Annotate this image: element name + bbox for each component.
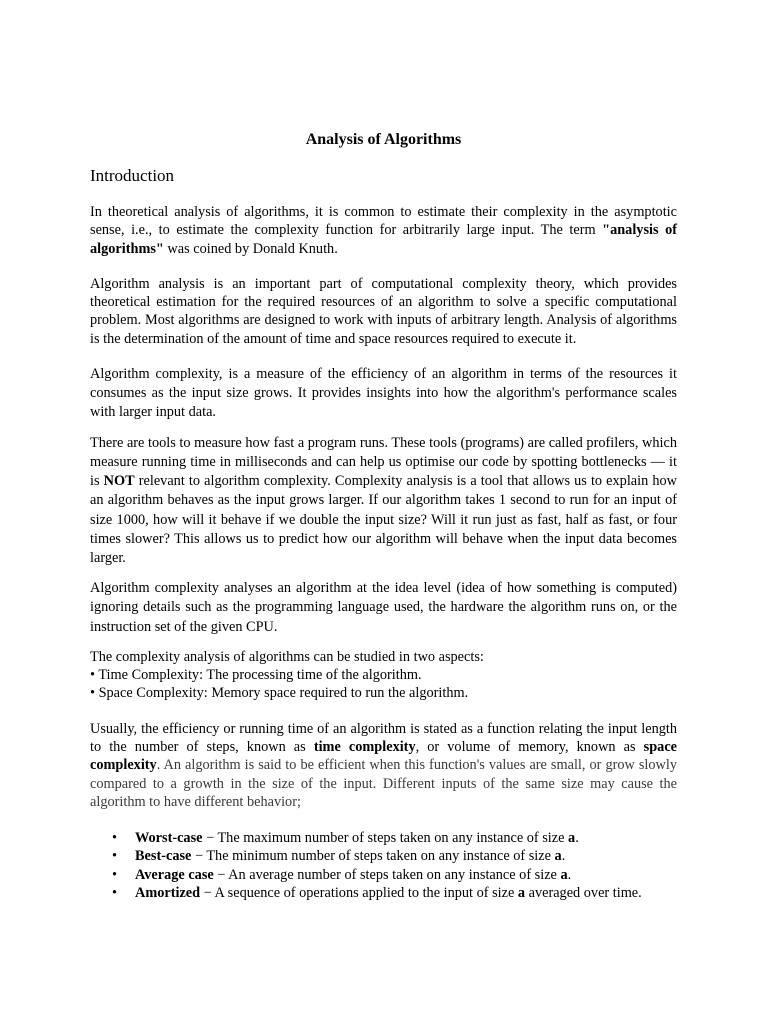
aspect-space: • Space Complexity: Memory space required to run the algorithm.	[90, 685, 469, 702]
case-term: Amortized	[135, 884, 201, 901]
paragraph-text: relevant to algorithm complexity. Complexity analysis is a tool that allows us to explain how an algorithm behaves as the input grows larger. If our algorithm takes 1 second to run for an input of size 1000, how will it behave if we double the input size? Will it run just as fast, half as fast, or four times slower? This allows us to predict how our algorithm will behave when the input data becomes larger.	[90, 473, 677, 566]
paragraph-complexity: Algorithm complexity, is a measure of the efficiency of an algorithm in terms of the resources it consumes as the input size grows. It provides insights into how the algorithm's performance scales with larger input data.	[90, 366, 677, 421]
list-item	[112, 829, 677, 847]
paragraph-profilers	[90, 434, 677, 568]
bullet-glyph: •	[112, 848, 118, 865]
paragraph-text: was coined by Donald Knuth.	[163, 240, 338, 257]
case-text: An average number of steps taken on any instance of size	[228, 866, 561, 883]
emphasis-term: time complexity	[313, 738, 416, 755]
case-tail: averaged over time.	[525, 884, 642, 901]
paragraph-text: In theoretical analysis of algorithms, it is common to estimate their complexity in the asymptotic sense, i.e., to estimate the complexity function for arbitrarily large input. The term	[90, 204, 677, 239]
paragraph-efficiency	[90, 720, 677, 811]
case-tail: .	[575, 830, 579, 847]
emphasis-term: NOT	[103, 473, 135, 490]
case-separator: −	[191, 848, 207, 865]
paragraph-aspects	[90, 648, 677, 703]
list-item	[112, 866, 677, 884]
paragraph-text: , or volume of memory, known as	[415, 738, 644, 755]
case-variable: a	[517, 884, 526, 901]
case-text: The minimum number of steps taken on any instance of size	[206, 848, 555, 865]
case-term: Worst-case	[135, 830, 203, 847]
list-item	[112, 847, 677, 865]
paragraph-analysis: Algorithm analysis is an important part of computational complexity theory, which provides theoretical estimation for the required resources of an algorithm to solve a specific computational problem. Most algorithms are designed to work with inputs of arbitrary length. Analysis of algorithms is the determination of the amount of time and space resources required to execute it.	[90, 275, 677, 347]
emphasis-term: "analysis of algorithms"	[90, 222, 678, 257]
paragraph-intro	[90, 203, 677, 258]
emphasis-term: space complexity	[90, 738, 678, 774]
case-text: A sequence of operations applied to the input of size	[214, 884, 518, 901]
case-term: Best-case	[135, 848, 192, 865]
case-text: The maximum number of steps taken on any instance of size	[217, 830, 569, 847]
case-variable: a	[568, 830, 576, 847]
aspects-intro: The complexity analysis of algorithms can be studied in two aspects:	[90, 648, 484, 665]
paragraph-text: There are tools to measure how fast a program runs. These tools (programs) are called profilers, which measure running time in milliseconds and can help us optimise our code by spotting bottlenecks — it is	[90, 434, 677, 490]
cases-list	[90, 829, 677, 902]
paragraph-text: Usually, the efficiency or running time of an algorithm is stated as a function relating the input length to the number of steps, known as	[90, 720, 677, 755]
document-page	[90, 128, 677, 902]
case-separator: −	[202, 830, 218, 847]
bullet-glyph: •	[112, 830, 118, 847]
page-title: Analysis of Algorithms	[305, 131, 462, 148]
paragraph-text: . An algorithm is said to be efficient when this function's values are small, or grow slowly compared to a growth in the size of the input. Different inputs of the same size may cause the algorithm to have different behavior;	[90, 757, 677, 810]
bullet-glyph: •	[112, 884, 118, 901]
case-separator: −	[213, 866, 229, 883]
section-heading: Introduction	[90, 166, 175, 185]
list-item	[112, 884, 677, 902]
case-term: Average case	[135, 866, 214, 883]
case-variable: a	[554, 848, 562, 865]
case-tail: .	[567, 866, 572, 883]
paragraph-idea-level: Algorithm complexity analyses an algorithm at the idea level (idea of how something is computed) ignoring details such as the programming language used, the hardware the algorithm runs on, or the instruction set of the given CPU.	[90, 580, 677, 635]
bullet-glyph: •	[112, 866, 118, 883]
aspect-time: • Time Complexity: The processing time of the algorithm.	[90, 667, 422, 684]
case-tail: .	[561, 848, 566, 865]
case-variable: a	[560, 866, 568, 883]
case-separator: −	[200, 884, 215, 901]
